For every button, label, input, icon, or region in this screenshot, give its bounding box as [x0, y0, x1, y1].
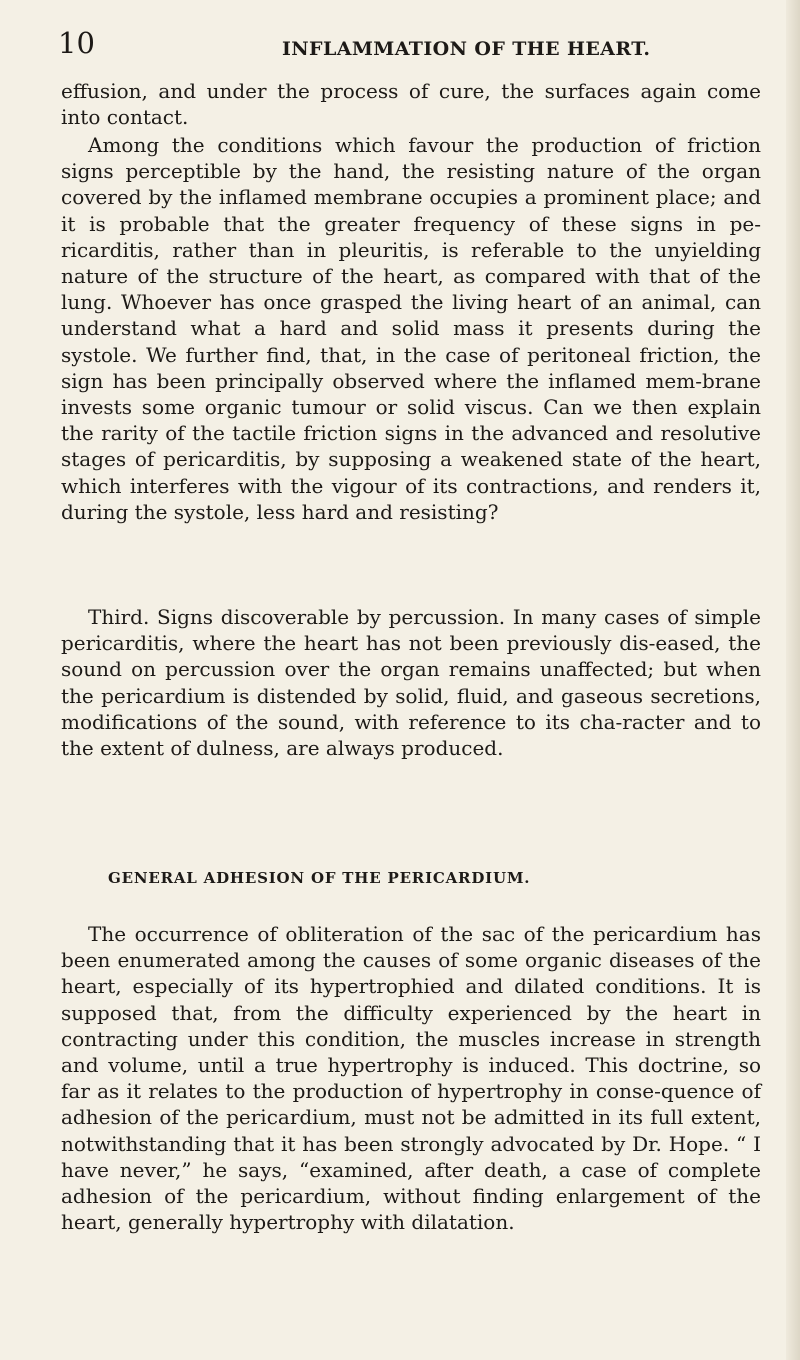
running-head: INFLAMMATION OF THE HEART.: [282, 38, 651, 60]
page-number: 10: [58, 26, 95, 60]
section-heading: GENERAL ADHESION OF THE PERICARDIUM.: [108, 869, 531, 887]
paragraph-friction-signs: Among the conditions which favour the production of friction signs perceptible by the hand, the resisting nature of the organ covered by the inflamed membrane occupies a prominent place; and it is probable that the greater frequency of these signs in pe-ricarditis, rather than in pleuritis, is referable to the unyielding nature of the structure of the heart, as compared with that of the lung. Whoever has once grasped the living heart of an animal, can understand what a hard and solid mass it presents during the systole. We further find, that, in the case of peritoneal friction, the sign has been principally observed where the inflamed mem-brane invests some organic tumour or solid viscus. Can we then explain the rarity of the tactile friction signs in the advanced and resolutive stages of pericarditis, by supposing a weakened state of the heart, which interferes with the vigour of its contractions, and renders it, during the systole, less hard and resisting?: [61, 133, 761, 524]
paragraph-percussion: Third. Signs discoverable by percussion. In many cases of simple pericarditis, where the heart has not been previously dis-eased, the sound on percussion over the organ remains unaffected; but when the pericardium is distended by solid, fluid, and gaseous secretions, modifications of the sound, with reference to its cha-racter and to the extent of dulness, are always produced.: [61, 605, 761, 761]
paragraph-general-adhesion: The occurrence of obliteration of the sac of the pericardium has been enumerated among the causes of some organic diseases of the heart, especially of its hypertrophied and dilated conditions. It is supposed that, from the difficulty experienced by the heart in contracting under this condition, the muscles increase in strength and volume, until a true hypertrophy is induced. This doctrine, so far as it relates to the production of hypertrophy in conse-quence of adhesion of the pericardium, must not be admitted in its full extent, notwithstanding that it has been strongly advocated by Dr. Hope. “ I have never,” he says, “examined, after death, a case of complete adhesion of the pericardium, without finding enlargement of the heart, generally hypertrophy with dilatation.: [61, 922, 761, 1235]
paragraph-effusion: effusion, and under the process of cure, the surfaces again come into contact.: [61, 79, 761, 130]
page-edge-shadow: [786, 0, 800, 1360]
